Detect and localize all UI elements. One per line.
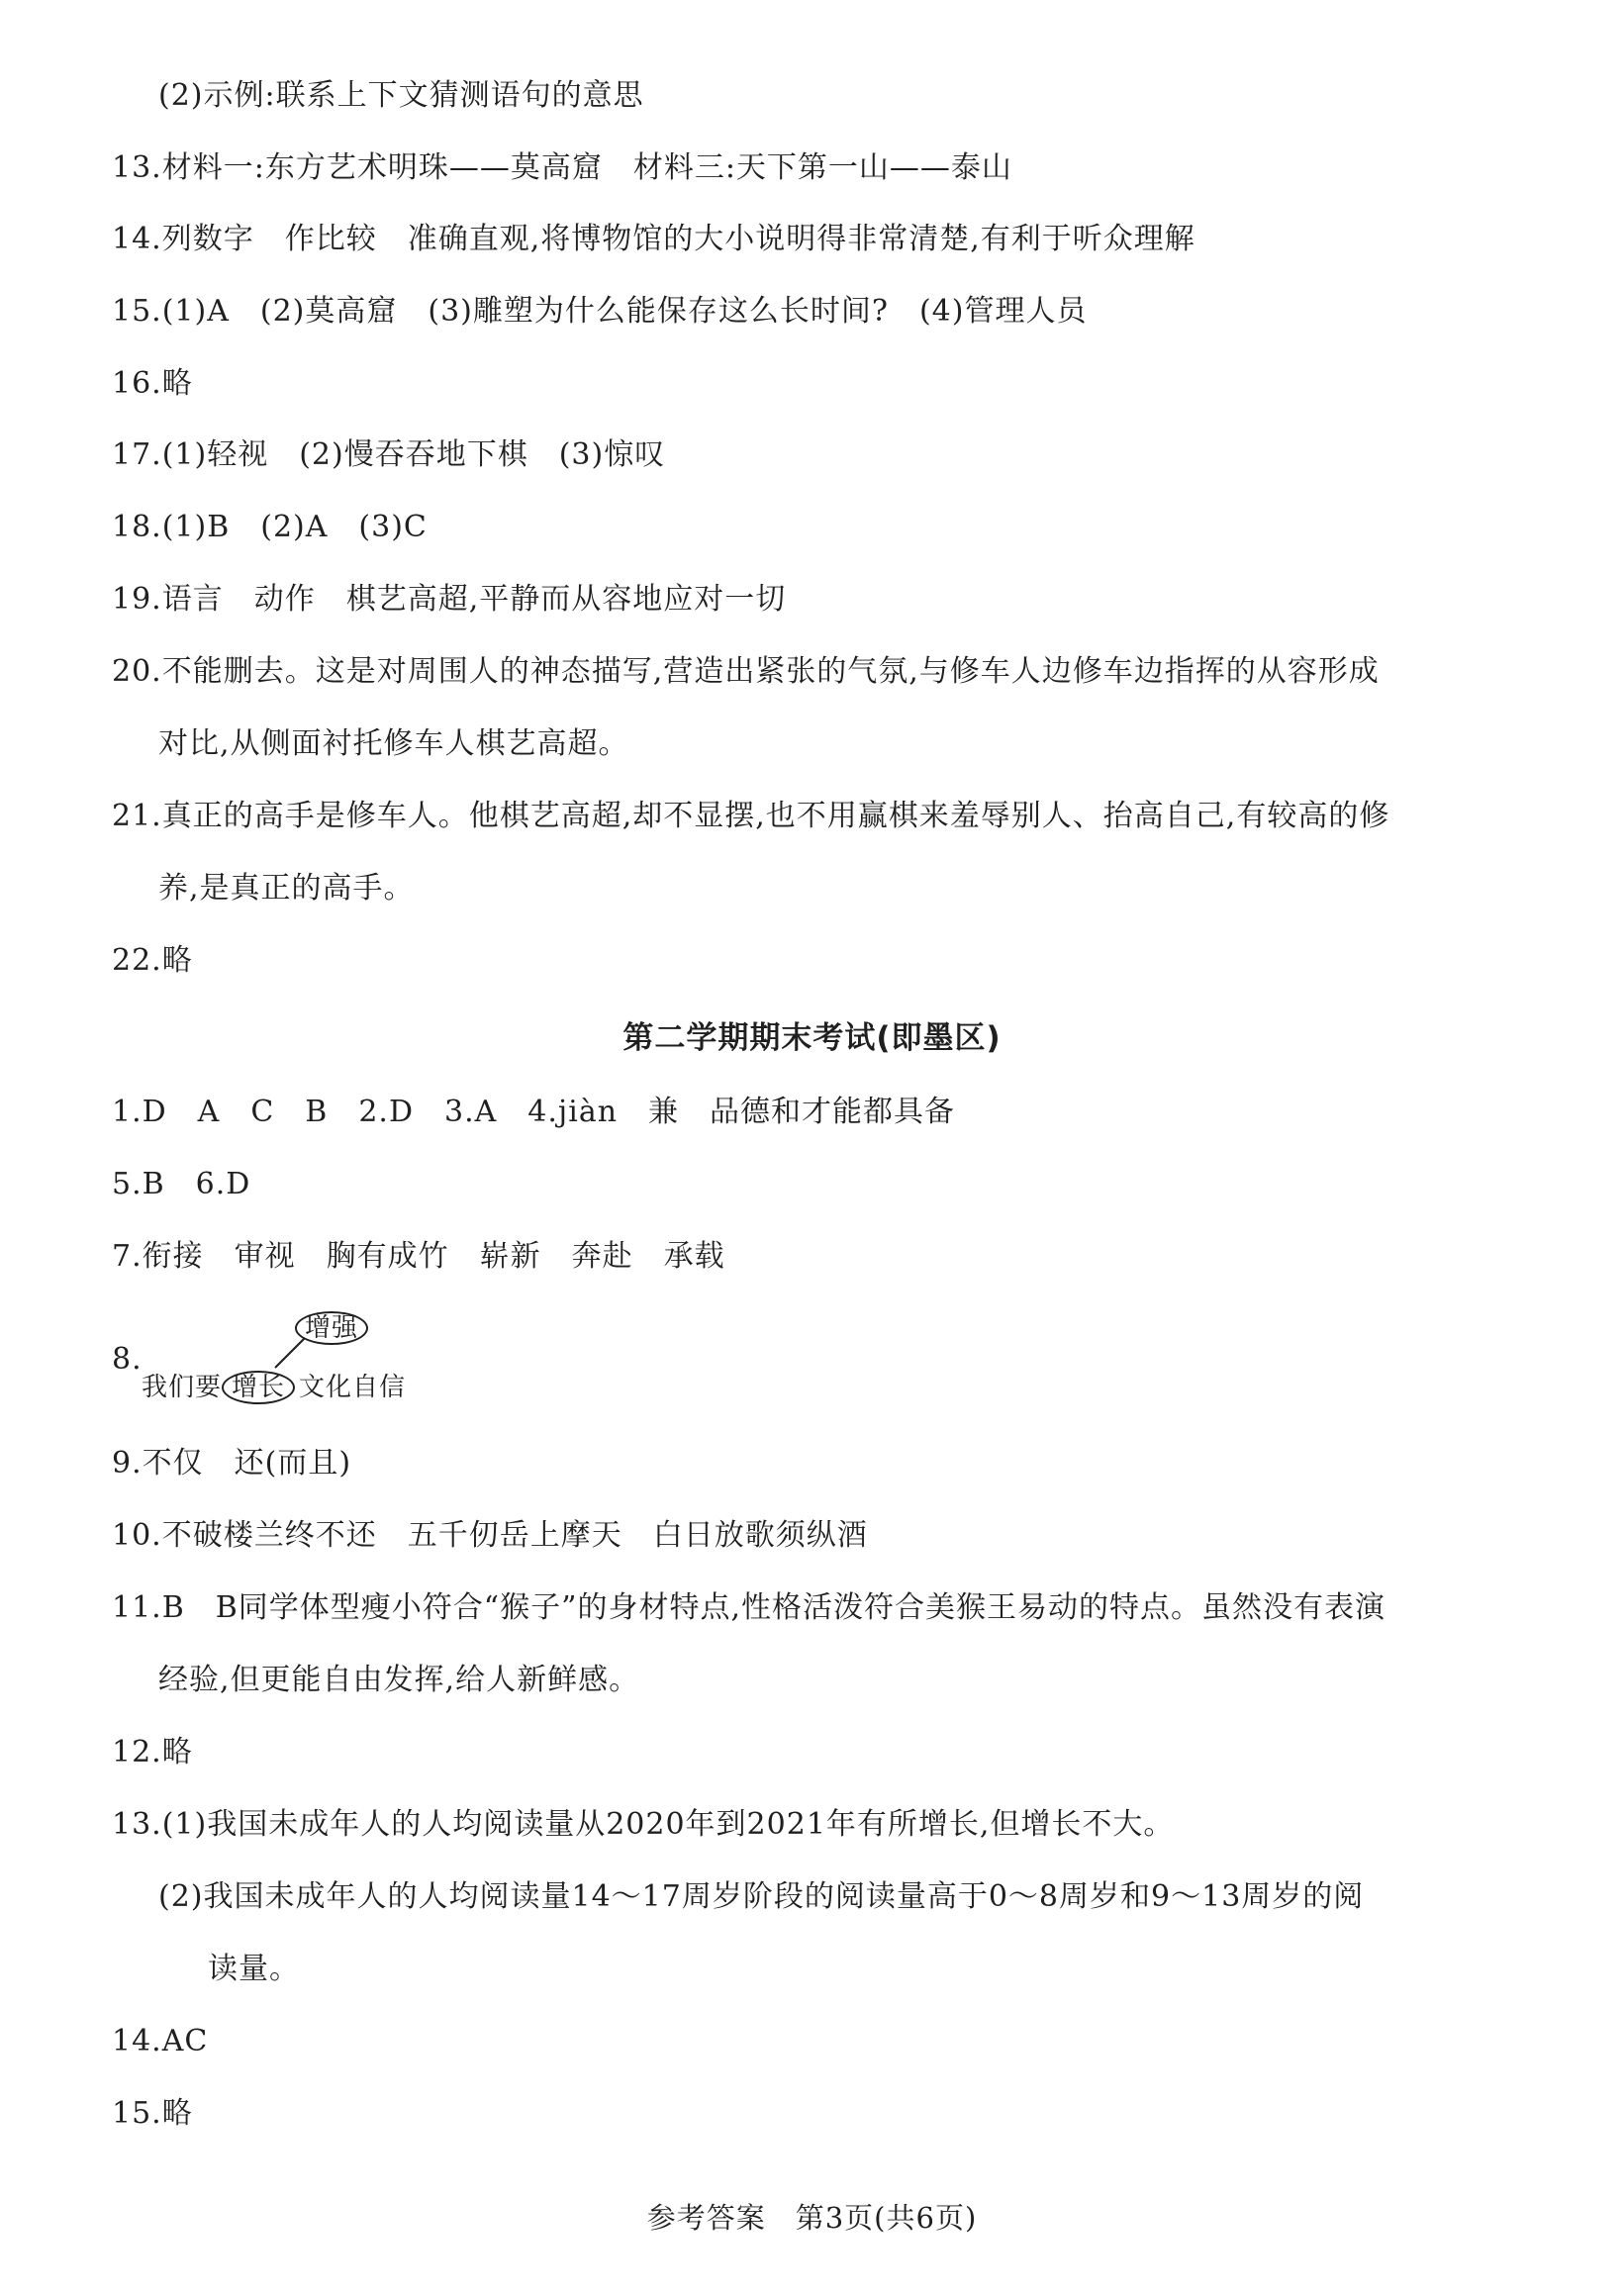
answer-line: 18.(1)B (2)A (3)C — [112, 510, 428, 544]
answer-line: 7.衔接 审视 胸有成竹 崭新 奔赴 承载 — [112, 1239, 725, 1274]
answer-line: 22.略 — [112, 943, 193, 978]
answer-line: 16.略 — [112, 366, 193, 401]
answer-line: 21.真正的高手是修车人。他棋艺高超,却不显摆,也不用赢棋来羞辱别人、抬高自己,有较高的修 — [112, 799, 1390, 833]
answer-line: 13.(1)我国未成年人的人均阅读量从2020年到2021年有所增长,但增长不大。 — [112, 1807, 1175, 1842]
answer-line: 17.(1)轻视 (2)慢吞吞地下棋 (3)惊叹 — [112, 437, 666, 472]
section-title: 第二学期期末考试(即墨区) — [622, 1020, 1002, 1056]
answer-line: 15.略 — [112, 2096, 193, 2131]
answer-line: 20.不能删去。这是对周围人的神态描写,营造出紧张的气氛,与修车人边修车边指挥的从容形成 — [112, 654, 1380, 689]
answer-line: (2)我国未成年人的人均阅读量14～17周岁阶段的阅读量高于0～8周岁和9～13周岁的阅 — [158, 1879, 1365, 1914]
answer-line: 1.D A C B 2.D 3.A 4.jiàn 兼 品德和才能都具备 — [112, 1095, 956, 1129]
page-footer: 参考答案 第3页(共6页) — [646, 2201, 978, 2235]
answer-line-continuation: 读量。 — [208, 1952, 300, 1986]
answer-line-continuation: 养,是真正的高手。 — [158, 871, 415, 906]
answer-line: 13.材料一:东方艺术明珠——莫高窟 材料三:天下第一山——泰山 — [112, 150, 1012, 185]
q8-correct-word: 增强 — [295, 1311, 368, 1345]
q8-number: 8. — [112, 1342, 143, 1377]
answer-line-continuation: 经验,但更能自由发挥,给人新鲜感。 — [158, 1663, 640, 1697]
answer-line: 14.AC — [112, 2024, 209, 2058]
answer-line-continuation: 对比,从侧面衬托修车人棋艺高超。 — [158, 726, 629, 761]
answer-line: 14.列数字 作比较 准确直观,将博物馆的大小说明得非常清楚,有利于听众理解 — [112, 222, 1195, 256]
q8-prefix: 我们要 — [142, 1373, 223, 1402]
q8-wrong-word: 增长 — [222, 1371, 295, 1404]
answer-line: 15.(1)A (2)莫高窟 (3)雕塑为什么能保存这么长时间? (4)管理人员 — [112, 294, 1088, 329]
q8-correction — [112, 1308, 508, 1407]
q8-suffix: 文化自信 — [299, 1373, 407, 1402]
answer-line: 11.B B同学体型瘦小符合“猴子”的身材特点,性格活泼符合美猴王易动的特点。虽然没有表演 — [112, 1590, 1386, 1625]
q8-correct-word-wrap — [295, 1308, 368, 1348]
answer-line: 5.B 6.D — [112, 1167, 251, 1201]
answer-line: 10.不破楼兰终不还 五千仞岳上摩天 白日放歌须纵酒 — [112, 1518, 868, 1553]
answer-line: 19.语言 动作 棋艺高超,平静而从容地应对一切 — [112, 582, 787, 617]
answer-line: (2)示例:联系上下文猜测语句的意思 — [158, 78, 644, 113]
answer-line: 9.不仅 还(而且) — [112, 1446, 352, 1481]
answer-line: 12.略 — [112, 1735, 193, 1769]
